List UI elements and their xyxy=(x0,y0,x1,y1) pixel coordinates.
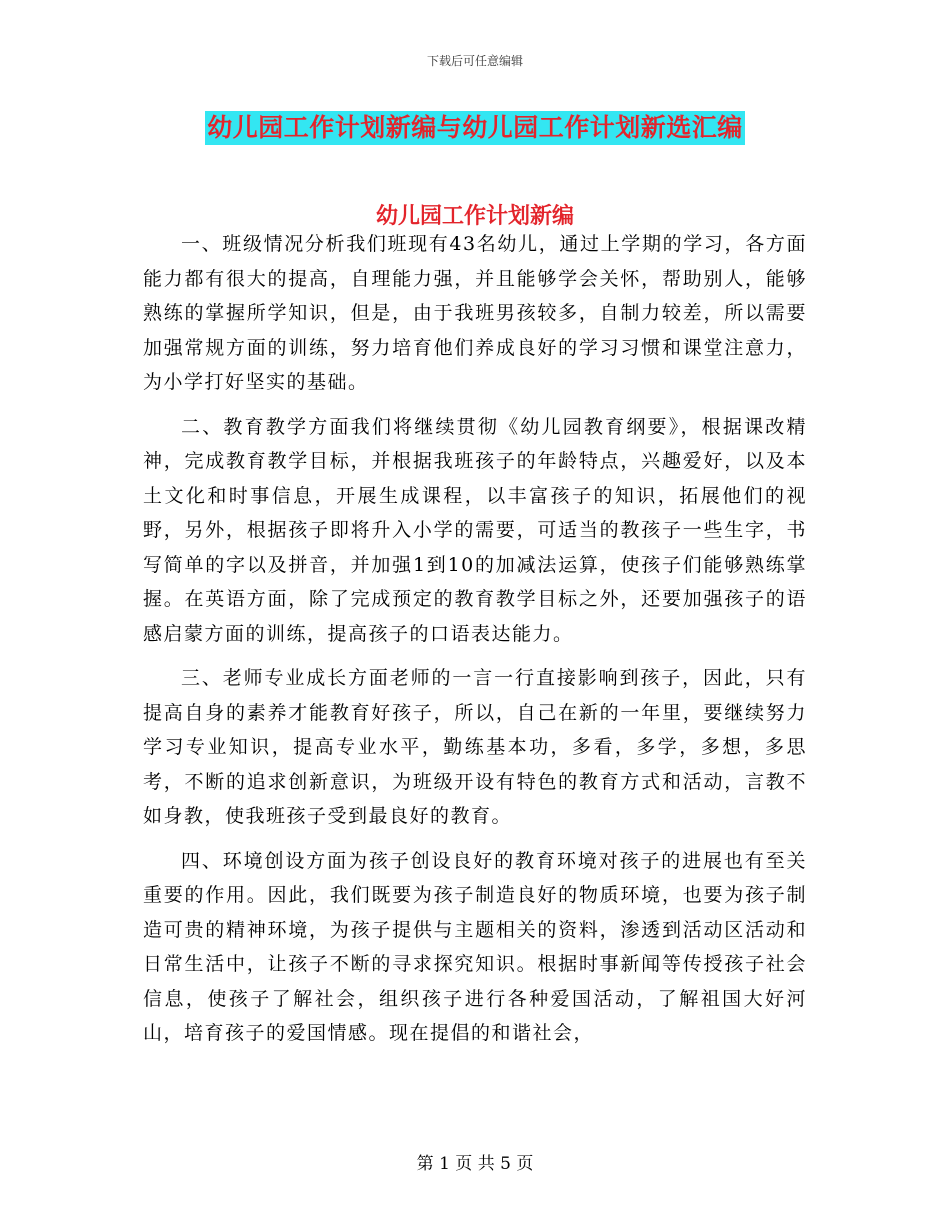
paragraph-class-situation: 一、班级情况分析我们班现有43名幼儿，通过上学期的学习，各方面能力都有很大的提高，自理能力强，并且能够学会关怀，帮助别人，能够熟练的掌握所学知识，但是，由于我班男孩较多，自制力较差，所以需要加强常规方面的训练，努力培育他们养成良好的学习习惯和课堂注意力，为小学打好坚实的基础。 xyxy=(143,233,807,393)
paragraph-teaching: 二、教育教学方面我们将继续贯彻《幼儿园教育纲要》，根据课改精神，完成教育教学目标，并根据我班孩子的年龄特点，兴趣爱好，以及本土文化和时事信息，开展生成课程，以丰富孩子的知识，拓展他们的视野，另外，根据孩子即将升入小学的需要，可适当的教孩子一些生字，书写简单的字以及拼音，并加强1到10的加减法运算，使孩子们能够熟练掌握。在英语方面，除了完成预定的教育教学目标之外，还要加强孩子的语感启蒙方面的训练，提高孩子的口语表达能力。 xyxy=(143,415,807,645)
section-title: 幼儿园工作计划新编 xyxy=(375,203,574,229)
footer-prefix: 第 xyxy=(416,1154,434,1174)
page-header-note: 下载后可任意编辑 xyxy=(426,54,523,68)
footer-total-pages: 5 xyxy=(500,1154,511,1174)
document-title-container xyxy=(0,111,950,145)
footer-page-word: 页 xyxy=(455,1154,473,1174)
footer-current-page: 1 xyxy=(439,1154,450,1174)
document-body xyxy=(143,227,807,1061)
footer-total-word: 共 xyxy=(477,1154,495,1174)
paragraph-teacher-growth: 三、老师专业成长方面老师的一言一行直接影响到孩子，因此，只有提高自身的素养才能教育好孩子，所以，自己在新的一年里，要继续努力学习专业知识，提高专业水平，勤练基本功，多看，多学，多想，多思考，不断的追求创新意识，为班级开设有特色的教育方式和活动，言教不如身教，使我班孩子受到最良好的教育。 xyxy=(143,667,807,827)
footer-suffix: 页 xyxy=(516,1154,534,1174)
document-title: 幼儿园工作计划新编与幼儿园工作计划新选汇编 xyxy=(205,111,745,145)
paragraph-environment: 四、环境创设方面为孩子创设良好的教育环境对孩子的进展也有至关重要的作用。因此，我们既要为孩子制造良好的物质环境，也要为孩子制造可贵的精神环境，为孩子提供与主题相关的资料，渗透到活动区活动和日常生活中，让孩子不断的寻求探究知识。根据时事新闻等传授孩子社会信息，使孩子了解社会，组织孩子进行各种爱国活动，了解祖国大好河山，培育孩子的爱国情感。现在提倡的和谐社会， xyxy=(143,849,807,1044)
page-footer xyxy=(0,1152,950,1176)
